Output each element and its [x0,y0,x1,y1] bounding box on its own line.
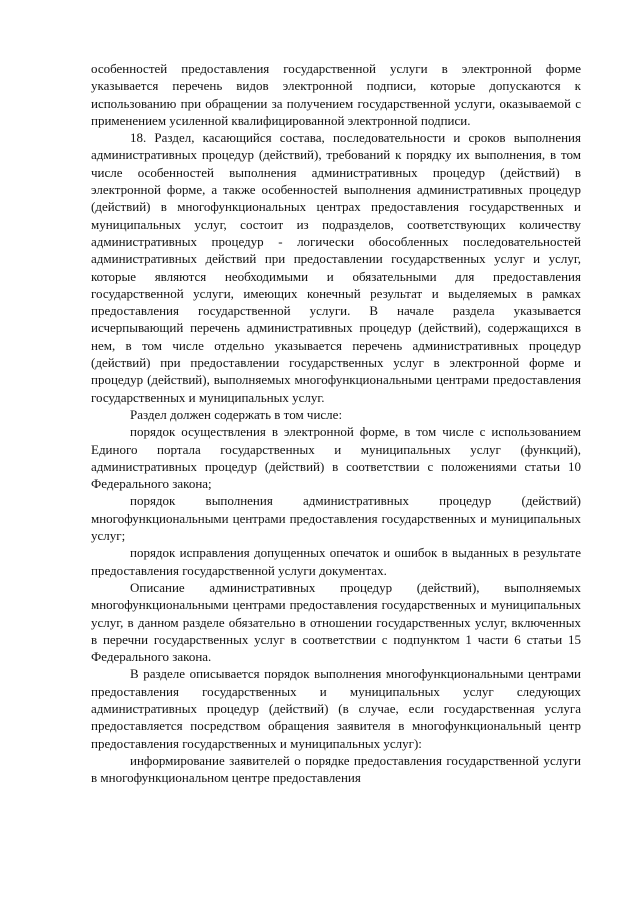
paragraph: информирование заявителей о порядке предоставления государственной услуги в многофункциональном центре предоставления [91,752,581,786]
paragraph: порядок выполнения административных процедур (действий) многофункциональными центрами предоставления государственных и муниципальных услуг; [91,493,581,544]
paragraph: 18. Раздел, касающийся состава, последовательности и сроков выполнения административных процедур (действий), требований к порядку их выполнения, в том числе особенностей выполнения административных процедур (действий) в электронной форме, а также особенностей выполнения административных процедур (действий) в многофункциональных центрах предоставления государственных и муниципальных услуг, состоит из подразделов, соответствующих количеству административных процедур - логически обособленных последовательностей административных действий при предоставлении государственных услуг и услуг, которые являются необходимыми и обязательными для предоставления государственной услуги, имеющих конечный результат и выделяемых в рамках предоставления государственной услуги. В начале раздела указывается исчерпывающий перечень административных процедур (действий), содержащихся в нем, в том числе отдельно указывается перечень административных процедур (действий) при предоставлении государственных услуг в электронной форме и процедур (действий), выполняемых многофункциональными центрами предоставления государственных и муниципальных услуг. [91,130,581,405]
paragraph: порядок исправления допущенных опечаток и ошибок в выданных в результате предоставления государственной услуги документах. [91,545,581,578]
paragraph: Раздел должен содержать в том числе: [130,406,343,422]
document-body [91,60,581,786]
paragraph: порядок осуществления в электронной форме, в том числе с использованием Единого портала государственных и муниципальных услуг (функций), административных процедур (действий) в соответствии с положениями статьи 10 Федерального закона; [91,424,581,492]
paragraph: Описание административных процедур (действий), выполняемых многофункциональными центрами предоставления государственных и муниципальных услуг, в данном разделе обязательно в отношении государственных услуг, включенных в перечни государственных услуг в соответствии с подпунктом 1 части 6 статьи 15 Федерального закона. [91,579,581,665]
paragraph: особенностей предоставления государственной услуги в электронной форме указывается перечень видов электронной подписи, которые допускаются к использованию при обращении за получением государственной услуги, оказываемой с применением усиленной квалифицированной электронной подписи. [91,61,581,128]
paragraph: В разделе описывается порядок выполнения многофункциональными центрами предоставления государственных и муниципальных услуг следующих административных процедур (действий) (в случае, если государственная услуга предоставляется посредством обращения заявителя в многофункциональный центр предоставления государственных и муниципальных услуг): [91,666,581,751]
